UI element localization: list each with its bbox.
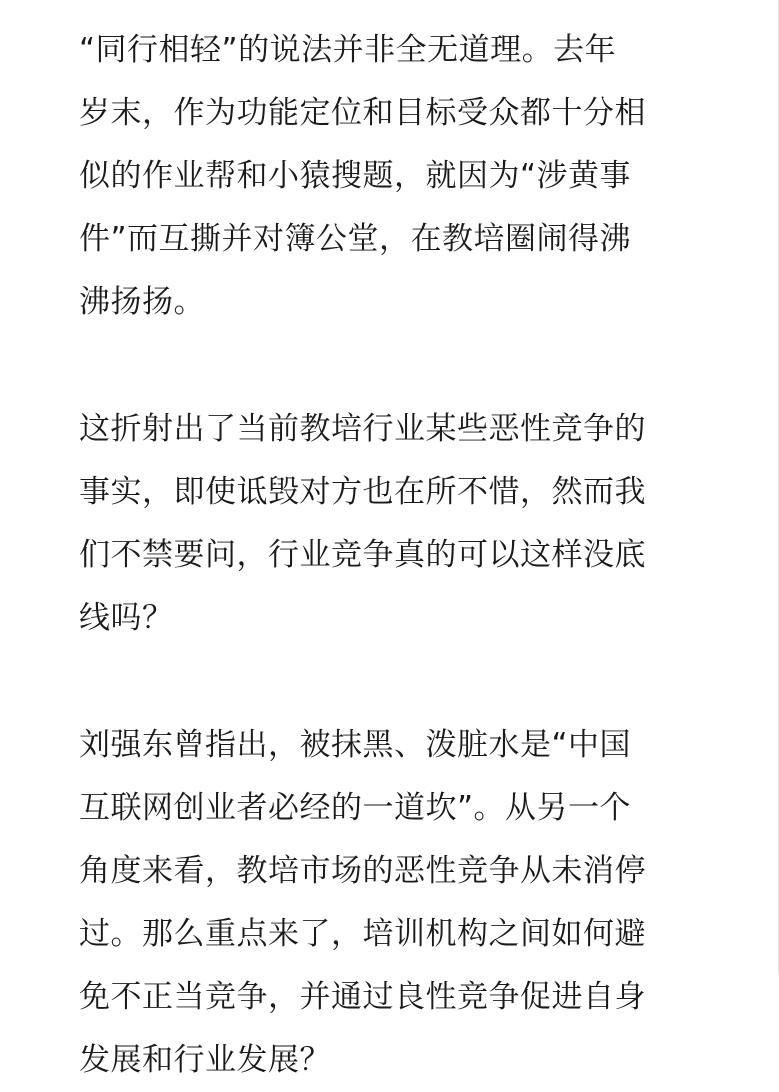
text-line: 事实，即使诋毁对方也在所不惜，然而我 — [79, 474, 646, 510]
paragraph-spacer — [79, 334, 699, 398]
text-line: 过。那么重点来了，培训机构之间如何避 — [79, 916, 646, 952]
paragraph-3 — [79, 714, 699, 1092]
text-line: 这折射出了当前教培行业某些恶性竞争的 — [79, 411, 646, 447]
text-line: 们不禁要问，行业竞争真的可以这样没底 — [79, 537, 646, 573]
text-line: 刘强东曾指出，被抹黑、泼脏水是“中国 — [79, 727, 632, 763]
text-line: 免不正当竞争，并通过良性竞争促进自身 — [79, 979, 646, 1015]
text-line: 线吗？ — [79, 600, 174, 636]
paragraph-spacer — [79, 650, 699, 714]
article-body — [79, 19, 699, 1092]
text-line: 角度来看，教培市场的恶性竞争从未消停 — [79, 853, 646, 889]
text-line: 互联网创业者必经的一道坎”。从另一个 — [79, 790, 632, 826]
paragraph-2 — [79, 398, 699, 650]
text-line: 发展和行业发展？ — [79, 1042, 331, 1078]
paragraph-1 — [79, 19, 699, 334]
text-line: 似的作业帮和小猿搜题，就因为“涉黄事 — [79, 158, 632, 194]
text-line: “同行相轻”的说法并非全无道理。去年 — [79, 32, 617, 68]
text-line: 沸扬扬。 — [79, 284, 205, 320]
text-line: 岁末，作为功能定位和目标受众都十分相 — [79, 95, 646, 131]
text-line: 件”而互撕并对簿公堂，在教培圈闹得沸 — [79, 221, 632, 257]
